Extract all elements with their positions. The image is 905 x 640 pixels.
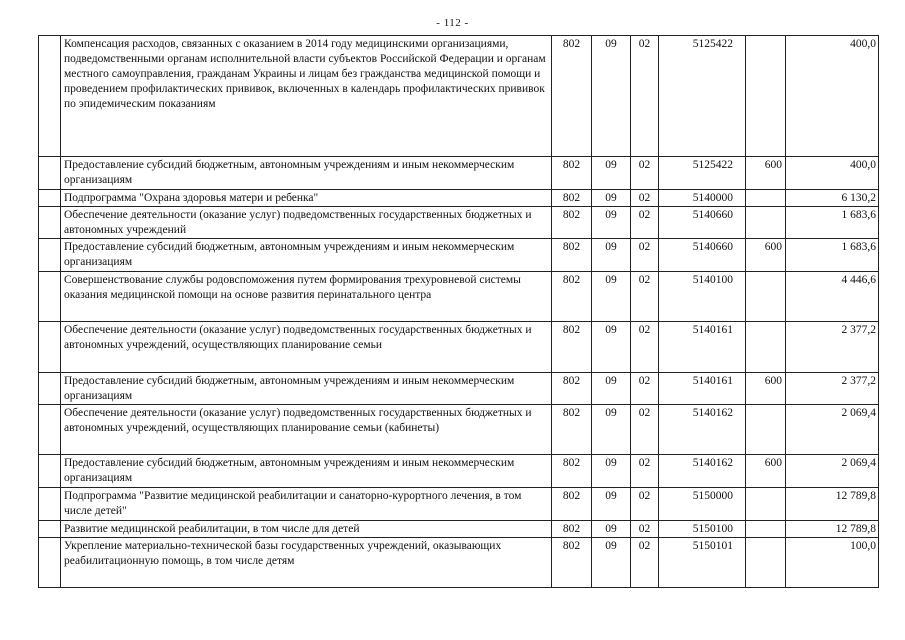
ministry-code-cell: 802 [552,272,592,322]
subsection-code-cell: 02 [631,322,659,373]
subsection-code-cell: 02 [631,207,659,239]
item-name-cell: Предоставление субсидий бюджетным, автономным учреждениям и иным некоммерческим организациям [61,239,552,272]
ministry-code-cell: 802 [552,157,592,190]
section-code-cell: 09 [592,272,631,322]
expense-type-cell: 600 [746,239,786,272]
subsection-code-cell: 02 [631,36,659,157]
row-marker-cell [39,521,61,538]
row-marker-cell [39,538,61,588]
expense-type-cell: 600 [746,373,786,405]
section-code-cell: 09 [592,190,631,207]
expense-type-cell: 600 [746,157,786,190]
target-article-cell: 5140100 [659,272,746,322]
expense-type-cell [746,322,786,373]
section-code-cell: 09 [592,157,631,190]
item-name-cell: Предоставление субсидий бюджетным, автономным учреждениям и иным некоммерческим организациям [61,373,552,405]
ministry-code-cell: 802 [552,373,592,405]
row-marker-cell [39,373,61,405]
expense-type-cell [746,405,786,455]
table-row [39,521,879,538]
row-marker-cell [39,455,61,488]
table-row [39,190,879,207]
expense-type-cell [746,521,786,538]
row-marker-cell [39,36,61,157]
ministry-code-cell: 802 [552,488,592,521]
table-row [39,272,879,322]
row-marker-cell [39,239,61,272]
target-article-cell: 5140161 [659,373,746,405]
table-row [39,455,879,488]
amount-cell: 12 789,8 [786,488,879,521]
section-code-cell: 09 [592,538,631,588]
table-row [39,322,879,373]
item-name-cell: Обеспечение деятельности (оказание услуг) подведомственных государственных бюджетных и автономных учреждений, осуществляющих планирование семьи [61,322,552,373]
ministry-code-cell: 802 [552,538,592,588]
amount-cell: 6 130,2 [786,190,879,207]
table-row [39,373,879,405]
ministry-code-cell: 802 [552,207,592,239]
ministry-code-cell: 802 [552,239,592,272]
target-article-cell: 5125422 [659,36,746,157]
row-marker-cell [39,272,61,322]
section-code-cell: 09 [592,373,631,405]
expense-type-cell [746,36,786,157]
section-code-cell: 09 [592,36,631,157]
item-name-cell: Предоставление субсидий бюджетным, автономным учреждениям и иным некоммерческим организациям [61,455,552,488]
row-marker-cell [39,488,61,521]
ministry-code-cell: 802 [552,190,592,207]
amount-cell: 100,0 [786,538,879,588]
table-row [39,538,879,588]
table-row [39,207,879,239]
target-article-cell: 5140162 [659,455,746,488]
expense-type-cell: 600 [746,455,786,488]
target-article-cell: 5140162 [659,405,746,455]
target-article-cell: 5140161 [659,322,746,373]
amount-cell: 4 446,6 [786,272,879,322]
row-marker-cell [39,405,61,455]
amount-cell: 400,0 [786,157,879,190]
subsection-code-cell: 02 [631,455,659,488]
subsection-code-cell: 02 [631,190,659,207]
target-article-cell: 5140660 [659,207,746,239]
subsection-code-cell: 02 [631,488,659,521]
amount-cell: 2 069,4 [786,455,879,488]
subsection-code-cell: 02 [631,538,659,588]
subsection-code-cell: 02 [631,521,659,538]
table-row [39,239,879,272]
ministry-code-cell: 802 [552,322,592,373]
item-name-cell: Обеспечение деятельности (оказание услуг) подведомственных государственных бюджетных и автономных учреждений [61,207,552,239]
section-code-cell: 09 [592,455,631,488]
target-article-cell: 5150100 [659,521,746,538]
ministry-code-cell: 802 [552,36,592,157]
subsection-code-cell: 02 [631,373,659,405]
amount-cell: 1 683,6 [786,207,879,239]
target-article-cell: 5125422 [659,157,746,190]
target-article-cell: 5140660 [659,239,746,272]
table-row [39,488,879,521]
item-name-cell: Предоставление субсидий бюджетным, автономным учреждениям и иным некоммерческим организациям [61,157,552,190]
ministry-code-cell: 802 [552,405,592,455]
table-row [39,36,879,157]
item-name-cell: Компенсация расходов, связанных с оказанием в 2014 году медицинскими организациями, подведомственными органам исполнительной власти субъектов Российской Федерации и органам местного самоуправления, гражданам Украины и лицам без гражданства медицинской помощи и проведением профилактических прививок, включенных в календарь профилактических прививок по эпидемическим показаниям [61,36,552,157]
subsection-code-cell: 02 [631,239,659,272]
expense-type-cell [746,488,786,521]
section-code-cell: 09 [592,207,631,239]
amount-cell: 2 377,2 [786,373,879,405]
amount-cell: 2 069,4 [786,405,879,455]
section-code-cell: 09 [592,239,631,272]
row-marker-cell [39,157,61,190]
target-article-cell: 5140000 [659,190,746,207]
expense-type-cell [746,207,786,239]
target-article-cell: 5150101 [659,538,746,588]
table-row [39,405,879,455]
budget-table [38,35,879,588]
amount-cell: 1 683,6 [786,239,879,272]
target-article-cell: 5150000 [659,488,746,521]
section-code-cell: 09 [592,521,631,538]
expense-type-cell [746,190,786,207]
subsection-code-cell: 02 [631,405,659,455]
row-marker-cell [39,322,61,373]
section-code-cell: 09 [592,405,631,455]
expense-type-cell [746,272,786,322]
subsection-code-cell: 02 [631,272,659,322]
item-name-cell: Обеспечение деятельности (оказание услуг) подведомственных государственных бюджетных и автономных учреждений, осуществляющих планирование семьи (кабинеты) [61,405,552,455]
amount-cell: 12 789,8 [786,521,879,538]
section-code-cell: 09 [592,322,631,373]
item-name-cell: Укрепление материально-технической базы государственных учреждений, оказывающих реабилитационную помощь, в том числе детям [61,538,552,588]
ministry-code-cell: 802 [552,521,592,538]
amount-cell: 2 377,2 [786,322,879,373]
amount-cell: 400,0 [786,36,879,157]
item-name-cell: Подпрограмма "Охрана здоровья матери и ребенка" [61,190,552,207]
subsection-code-cell: 02 [631,157,659,190]
page-number: - 112 - [436,17,469,29]
expense-type-cell [746,538,786,588]
item-name-cell: Совершенствование службы родовспоможения путем формирования трехуровневой системы оказания медицинской помощи на основе развития перинатального центра [61,272,552,322]
item-name-cell: Подпрограмма "Развитие медицинской реабилитации и санаторно-курортного лечения, в том числе детей" [61,488,552,521]
ministry-code-cell: 802 [552,455,592,488]
row-marker-cell [39,190,61,207]
table-row [39,157,879,190]
item-name-cell: Развитие медицинской реабилитации, в том числе для детей [61,521,552,538]
section-code-cell: 09 [592,488,631,521]
row-marker-cell [39,207,61,239]
